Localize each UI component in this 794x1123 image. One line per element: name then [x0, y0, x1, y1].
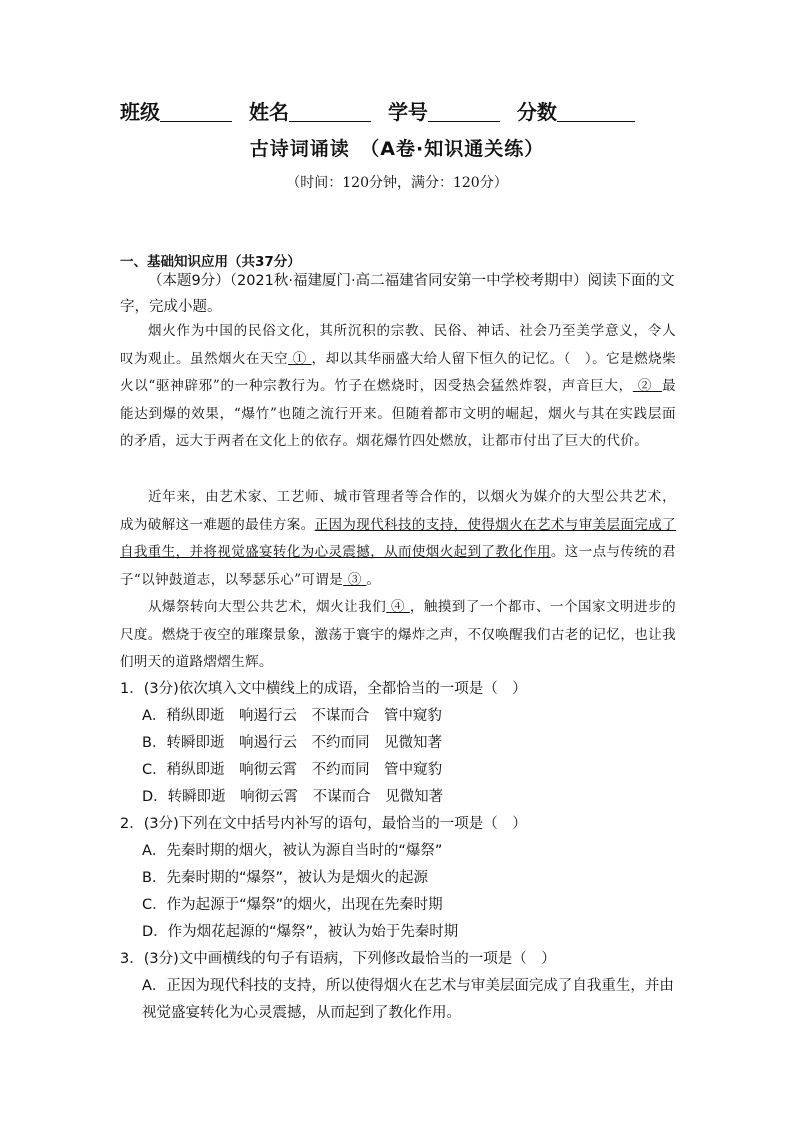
section-heading: 一、基础知识应用（共37分）: [120, 254, 301, 270]
passage-paragraph-3: [120, 594, 676, 677]
question-2-option-d[interactable]: D．作为烟花起源的“爆祭”，被认为始于先秦时期: [142, 924, 459, 940]
passage-text: 。: [366, 571, 381, 588]
question-1-option-a[interactable]: A．稍纵即逝 响遏行云 不谋而合 管中窥豹: [142, 708, 442, 724]
question-3-option-a[interactable]: A．正因为现代科技的支持，所以使得烟火在艺术与审美层面完成了自我重生，并由视觉盛宴转化为心灵震撼，从而起到了教化作用。: [142, 978, 674, 1021]
class-blank[interactable]: [160, 101, 232, 122]
score-blank[interactable]: [557, 101, 635, 122]
blank-1: ①: [292, 350, 307, 367]
question-2-option-a[interactable]: A．先秦时期的烟火，被认为源自当时的“爆祭”: [142, 843, 443, 859]
passage-text: 最能达到爆的效果，“爆竹”也随之流行开来。但随着都市文明的崛起，烟火与其在实践层面的矛盾，远大于两者在文化上的依存。烟花爆竹四处燃放，让都市付出了巨大的代价。: [120, 378, 676, 449]
passage-text: 烟火作为中国的民俗文化，其所沉积的宗教、民俗、神话、社会乃至美学意义，令人叹为观止。虽然烟火在天空: [120, 323, 676, 367]
passage-text: ，却以其华丽盛大给人留下恒久的记忆。（ ）。它是燃烧柴火以“驱神辟邪”的一种宗教行为。竹子在燃烧时，因受热会猛然炸裂，声音巨大，: [120, 350, 676, 394]
blank-4: ④: [391, 599, 406, 615]
exam-subtitle: （时间：120分钟，满分：120分）: [286, 175, 508, 191]
question-intro: （本题9分）（2021秋·福建厦门·高二福建省同安第一中学校考期中）阅读下面的文字，完成小题。: [120, 273, 675, 315]
passage-text: 近年来，由艺术家、工艺师、城市管理者等合作的，以烟火为媒介的大型公共艺术，成为破解这一难题的最佳方案。: [120, 489, 676, 533]
question-2-option-c[interactable]: C．作为起源于“爆祭”的烟火，出现在先秦时期: [142, 897, 443, 913]
student-id-blank[interactable]: [428, 101, 500, 122]
question-2-stem: 2．(3分)下列在文中括号内补写的语句，最恰当的一项是（ ）: [120, 816, 527, 832]
name-label: 姓名: [248, 100, 289, 124]
passage-paragraph-2: [120, 484, 676, 594]
class-label: 班级: [120, 100, 160, 124]
student-id-label: 学号: [387, 100, 428, 124]
student-info-line: [120, 96, 645, 125]
score-label: 分数: [516, 100, 557, 124]
blank-3: ③: [347, 571, 362, 588]
question-1-option-d[interactable]: D．转瞬即逝 响彻云霄 不谋而合 见微知著: [142, 789, 444, 805]
question-3-stem: 3．(3分)文中画横线的句子有语病，下列修改最恰当的一项是（ ）: [120, 951, 556, 967]
passage-text: ，触摸到了一个都市、一个国家文明进步的尺度。燃烧于夜空的璀璨景象，激荡于寰宇的爆炸之声，不仅唤醒我们古老的记忆，也让我们明天的道路熠熠生辉。: [120, 599, 676, 670]
exam-title: 古诗词诵读 （A卷·知识通关练）: [249, 138, 545, 160]
underlined-sentence: 正因为现代科技的支持，使得烟火在艺术与审美层面完成了自我重生，并将视觉盛宴转化为心灵震撼，从而使烟火起到了教化作用: [120, 516, 677, 560]
name-blank[interactable]: [289, 101, 371, 122]
passage-paragraph-1: [120, 318, 676, 456]
question-1-option-b[interactable]: B．转瞬即逝 响遏行云 不约而同 见微知著: [142, 735, 442, 751]
blank-2: ②: [637, 378, 653, 394]
question-1-option-c[interactable]: C．稍纵即逝 响彻云霄 不约而同 管中窥豹: [142, 762, 443, 778]
question-1-stem: 1．(3分)依次填入文中横线上的成语，全都恰当的一项是（ ）: [120, 681, 527, 697]
passage-text: 。这一点与传统的君子“以钟鼓道志，以琴瑟乐心”可谓是: [120, 544, 677, 588]
question-2-option-b[interactable]: B．先秦时期的“爆祭”，被认为是烟火的起源: [142, 870, 428, 886]
passage-text: 从爆祭转向大型公共艺术，烟火让我们: [148, 599, 387, 615]
